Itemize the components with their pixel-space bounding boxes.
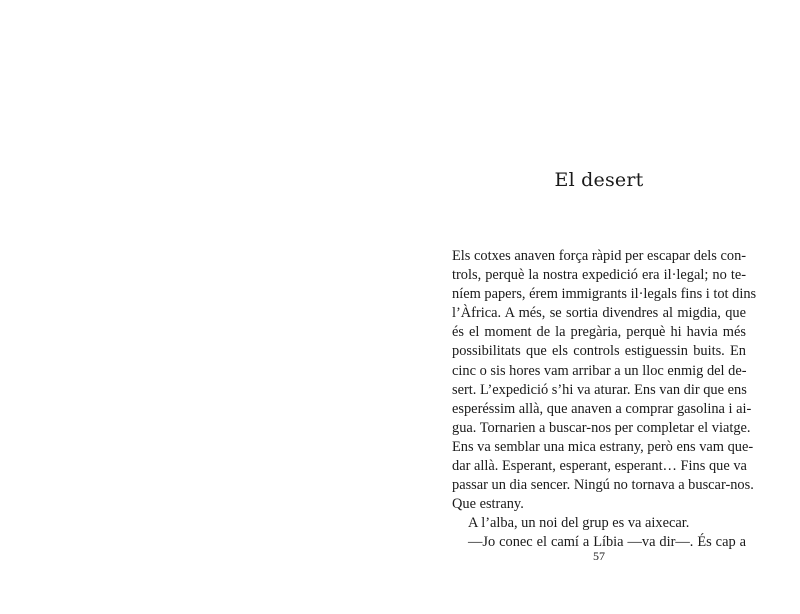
text-line: sert. L’expedició s’hi va aturar. Ens van dir que ens: [452, 381, 747, 398]
text-line: gua. Tornarien a buscar-nos per completar el viatge.: [452, 419, 751, 436]
text-line: níem papers, érem immigrants il·legals fins i tot dins: [452, 286, 757, 303]
text-line: cinc o sis hores vam arribar a un lloc enmig del de-: [452, 362, 747, 379]
chapter-title: El desert: [554, 169, 644, 191]
text-line: passar un dia sencer. Ningú no tornava a buscar-nos.: [452, 477, 754, 494]
page-number: 57: [593, 549, 605, 563]
text-line: esperéssim allà, que anaven a comprar gasolina i ai-: [452, 400, 752, 417]
text-line: l’Àfrica. A més, se sortia divendres al migdia, que: [452, 305, 746, 322]
text-line: possibilitats que els controls estiguessin buits. En: [452, 343, 746, 360]
text-line: trols, perquè la nostra expedició era il·legal; no te-: [452, 267, 746, 284]
text-line: dar allà. Esperant, esperant, esperant… Fins que va: [452, 458, 747, 475]
text-line: Els cotxes anaven força ràpid per escapar dels con-: [452, 248, 747, 264]
text-line-paragraph-start: A l’alba, un noi del grup es va aixecar.: [468, 515, 690, 532]
body-text: [452, 247, 757, 553]
text-line: Ens va semblar una mica estrany, però ens vam que-: [452, 438, 754, 455]
text-line: és el moment de la pregària, perquè hi havia més: [452, 324, 746, 341]
text-line-dialogue: —Jo conec el camí a Líbia —va dir—. És cap a: [468, 534, 746, 551]
text-line-paragraph-end: Que estrany.: [452, 496, 524, 513]
